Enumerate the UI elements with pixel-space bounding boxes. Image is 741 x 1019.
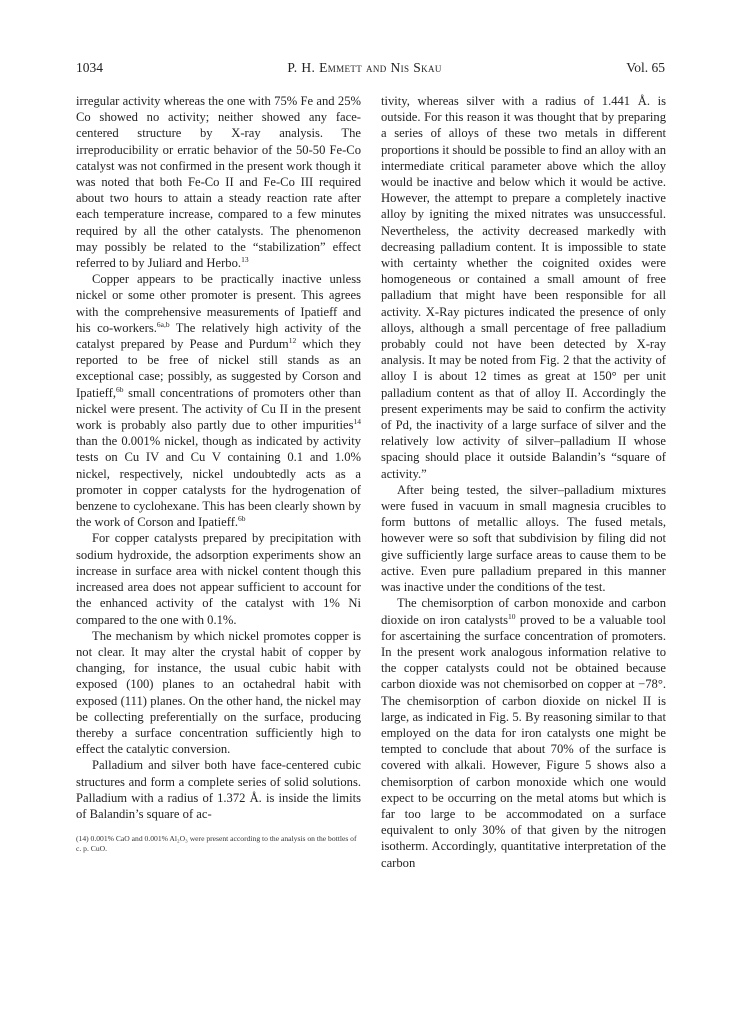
paragraph-text: The chemisorption of carbon monoxide and carbon dioxide on iron catalysts	[381, 596, 666, 627]
paragraph-text: The relatively high activity of the catalyst prepared by Pease and Purdum	[76, 320, 361, 352]
citation: 13	[241, 254, 249, 264]
citation: 6a,b	[156, 319, 170, 329]
paragraph-text: Copper appears to be practically inactive unless nickel or some other promoter is present. This agrees with the comprehensive measurements of Ipatieff and his co-workers.	[76, 272, 361, 335]
running-header	[76, 60, 665, 76]
paragraph-text: proved to be a valuable tool for ascertaining the surface concentration of promoters. In the present work analogous information relative to the copper catalysts could not be obtained because carbon dioxide was not chemisorbed on copper at −78°. The chemisorption of carbon dioxide on nickel II is large, as indicated in Fig. 5. By reasoning similar to that employed on the data for iron catalysts one might be tempted to conclude that about 70% of the surface is covered with alkali. However, Figure 5 shows also a chemisorption of carbon monoxide which one would expect to be occurring on the metal atoms but which is far too large to be accommodated on a surface equivalent to only 30% of that given by the nitrogen isotherm. Accordingly, quantitative interpretation of the carbon	[381, 612, 666, 870]
left-column	[76, 93, 361, 854]
paragraph: Palladium and silver both have face-centered cubic structures and form a complete series of solid solutions. Palladium with a radius of 1.372 Å. is inside the limits of Balandin’s square of ac-	[76, 758, 361, 821]
page-number: 1034	[76, 60, 103, 75]
paragraph-text: irregular activity whereas the one with 75% Fe and 25% Co showed no activity; neither showed any face-centered structure by X-ray analysis. The irreproducibility or erratic behavior of the 50-50 Fe-Co catalyst was not confirmed in the present work though it was noted that both Fe-Co II and Fe-Co III required about two hours to attain a steady reaction rate after each temperature increase, compared to a few minutes required by all the other catalysts. The phenomenon may possibly be related to the “stabilization” effect referred to by Juliard and Herbo.	[76, 94, 361, 271]
paragraph: After being tested, the silver–palladium mixtures were fused in vacuum in small magnesia crucibles to form buttons of metallic alloys. The fused metals, however were so soft that subdivision by filing did not give sufficiently large surface areas to cause them to be active. Even pure palladium prepared in this manner was inactive under the conditions of the test.	[381, 482, 666, 595]
paragraph: The mechanism by which nickel promotes copper is not clear. It may alter the crystal habit of copper by changing, for instance, the usual cubic habit with exposed (100) planes to an octahedral habit with exposed (111) planes. On the other hand, the nickel may be collecting preferentially on the surface, producing thereby a surface concentration sufficiently high to effect the catalytic conversion.	[76, 628, 361, 757]
citation: 10	[508, 611, 516, 621]
paragraph-text: small concentrations of promoters other than nickel were present. The activity of Cu II in the present work is probably also partly due to other impurities	[76, 385, 361, 433]
author-2: Nis Skau	[390, 60, 442, 75]
citation: 6b	[238, 514, 246, 524]
paragraph	[76, 271, 361, 530]
running-title	[287, 60, 441, 76]
citation: 6b	[115, 384, 124, 394]
authors-prefix: P. H.	[287, 60, 316, 75]
right-column	[381, 93, 666, 871]
citation: 14	[353, 416, 361, 426]
paragraph: tivity, whereas silver with a radius of 1.441 Å. is outside. For this reason it was thought that by preparing a series of alloys of these two metals in different proportions it should be possible to find an alloy with an intermediate critical parameter above which the alloy would be inactive and below which it would be active. However, the attempt to prepare a completely inactive alloy by igniting the mixed nitrates was unsuccessful. Nevertheless, the activity decreased markedly with decreasing palladium content. It is impossible to state with certainty whether the coignited oxides were homogeneous or contained a small amount of free palladium that might have been responsible for all activity. X-Ray pictures indicated the presence of only alloys, although a small percentage of free palladium probably could not have been detected by X-ray analysis. It may be noted from Fig. 2 that the activity of alloy I is about 12 times as great at 150° per unit palladium content as that of alloy II. Accordingly the present experiments may be said to confirm the activity of Pd, the inactivity of a large surface of silver and the relatively low activity of silver–palladium II whose spacing should place it outside Balandin’s “square of activity.”	[381, 94, 666, 481]
volume-label: Vol. 65	[626, 60, 665, 75]
paragraph: For copper catalysts prepared by precipitation with sodium hydroxide, the adsorption experiments show an increase in surface area with nickel content though this increased area does not appear sufficient to account for the enhanced activity of the catalyst with 1% Ni compared to the one with 0.1%.	[76, 531, 361, 627]
conjunction: and	[366, 60, 387, 75]
paragraph	[381, 595, 666, 870]
footnote: (14) 0.001% CaO and 0.001% Al₂O₃ were present according to the analysis on the bottles of c. p. CuO.	[76, 834, 357, 854]
citation: 12	[288, 335, 297, 345]
author-1: Emmett	[319, 60, 363, 75]
paragraph-text: than the 0.001% nickel, though as indicated by activity tests on Cu IV and Cu V containing 0.1 and 1.0% nickel, respectively, nickel undoubtedly acts as a promoter in copper catalysts for the hydrogenation of benzene to cyclohexane. This has been clearly shown by the work of Corson and Ipatieff.	[76, 434, 361, 530]
paragraph-text: which they reported to be free of nickel still stands as an exceptional case; possibly, as suggested by Corson and Ipatieff,	[76, 337, 361, 400]
paragraph	[76, 93, 361, 271]
